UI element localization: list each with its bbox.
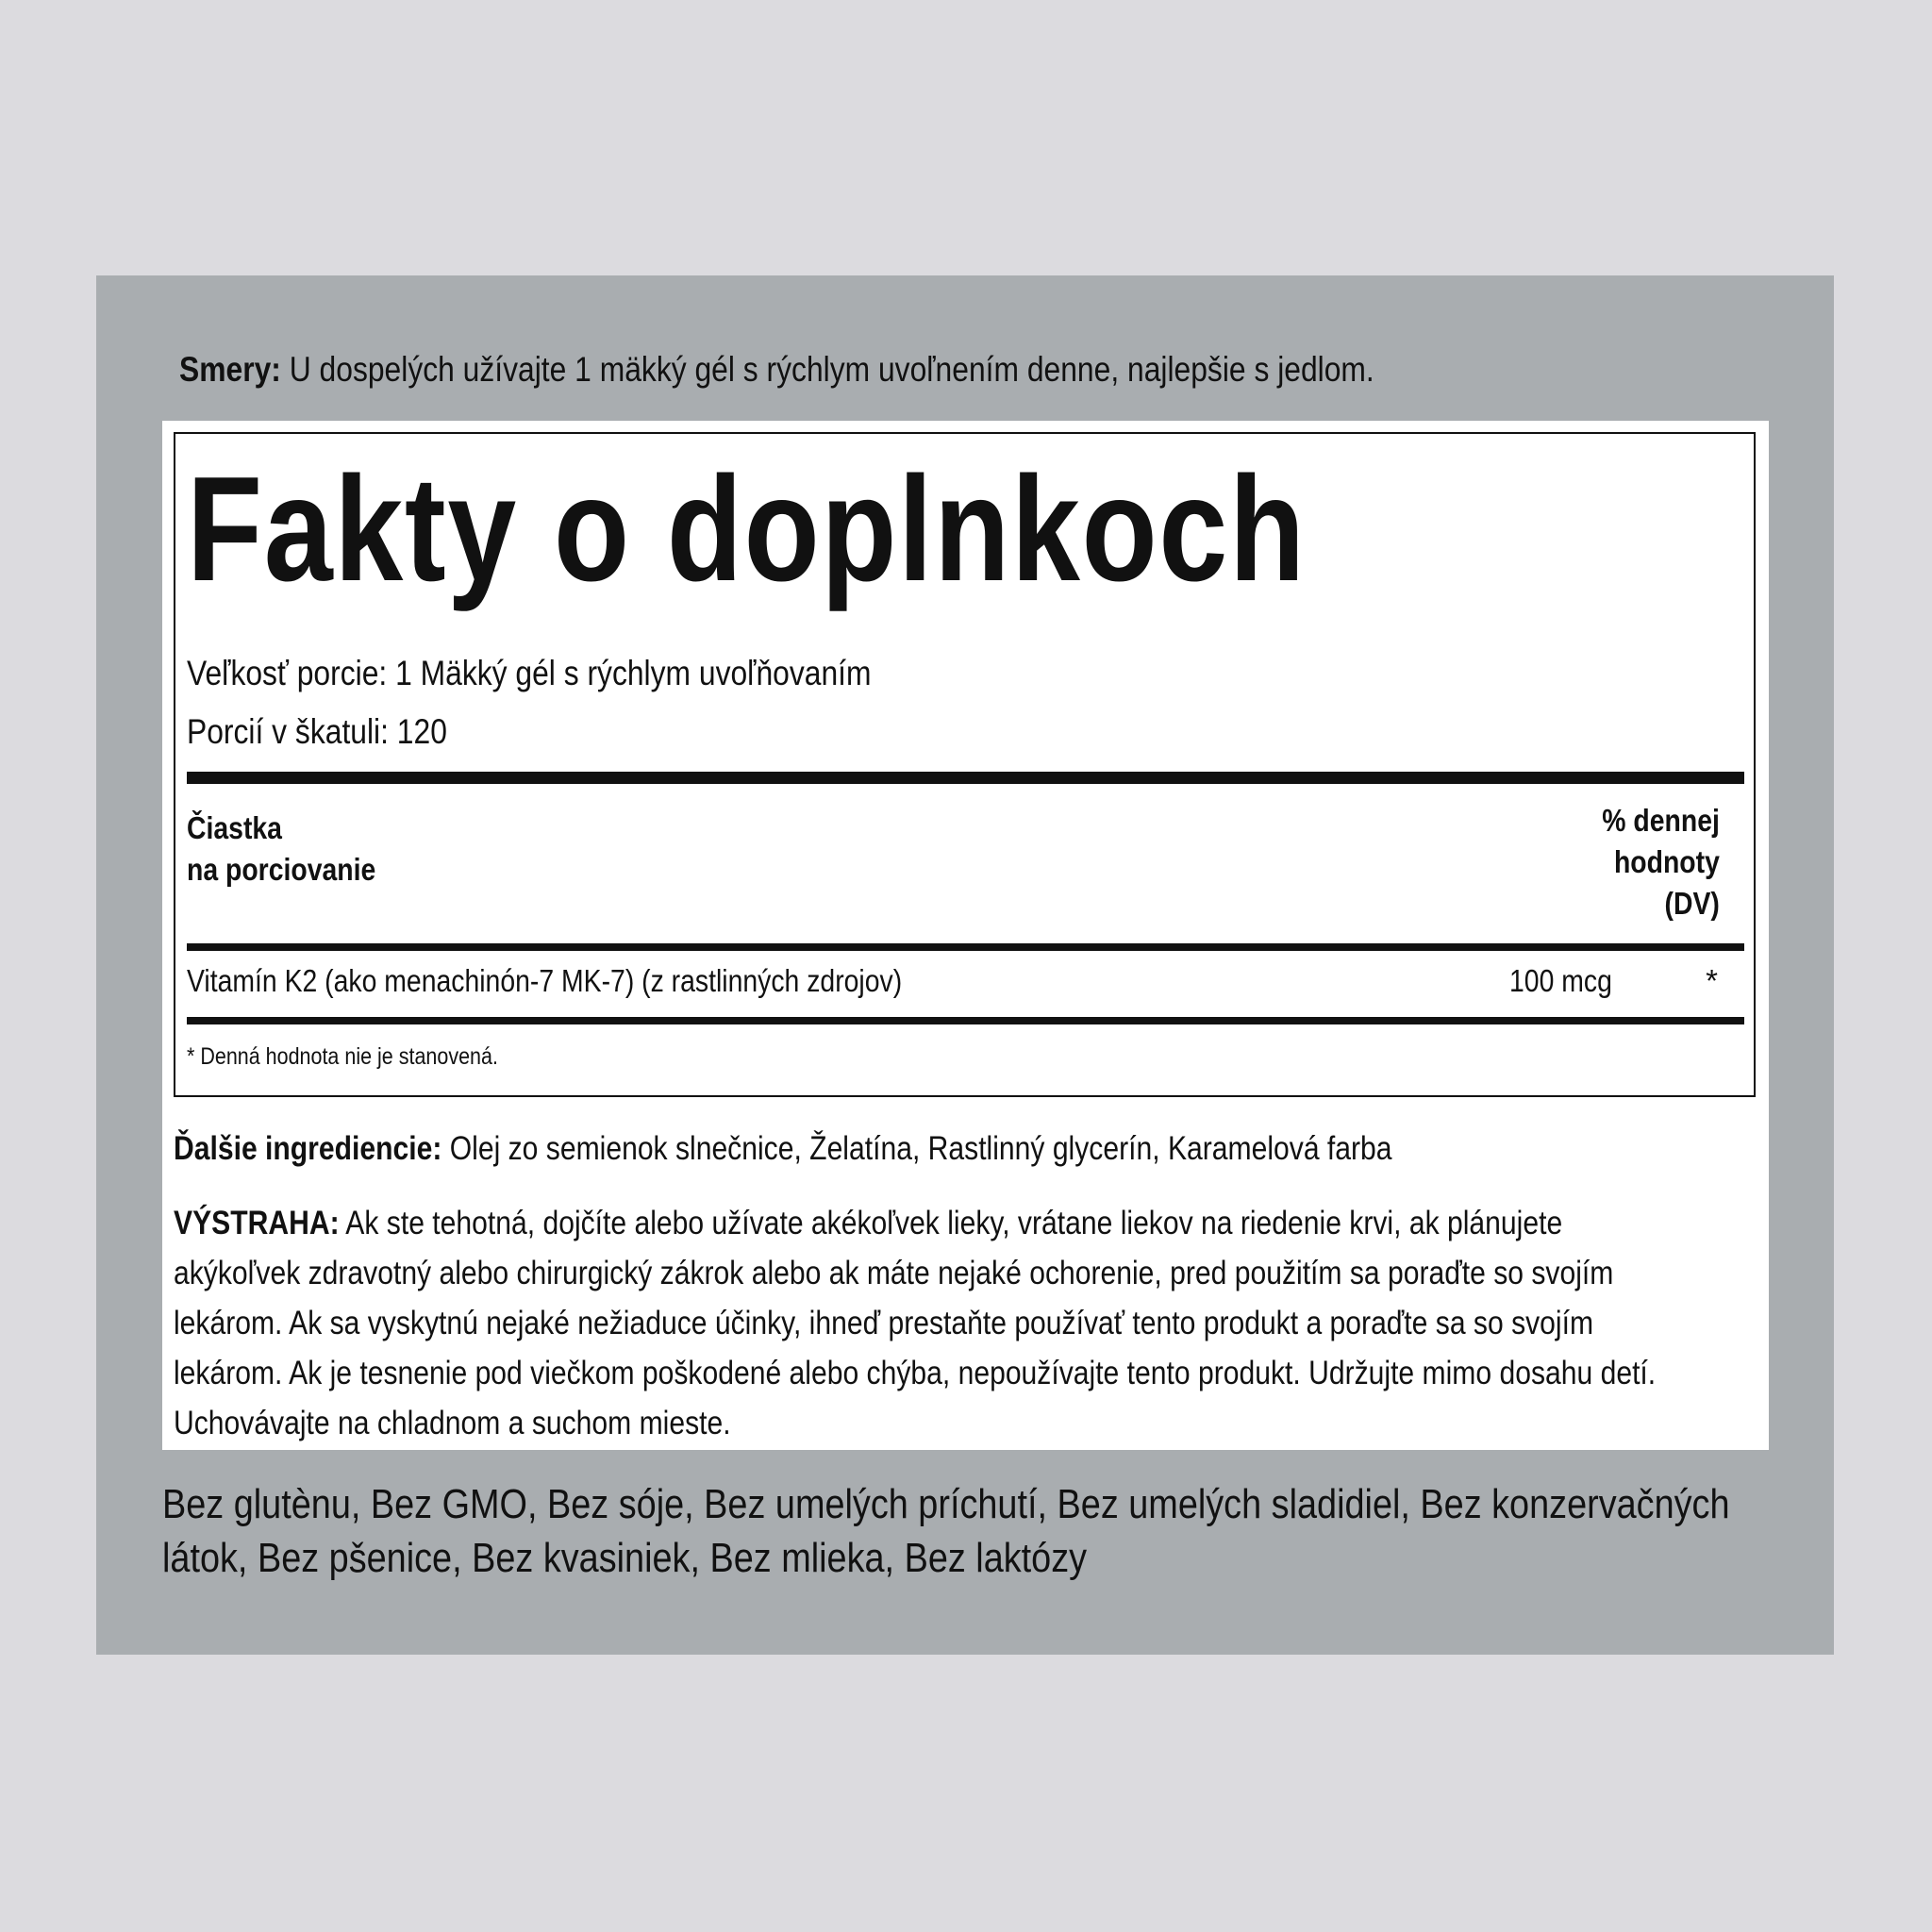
directions-label: Smery: bbox=[179, 350, 281, 389]
daily-value-footnote: * Denná hodnota nie je stanovená. bbox=[187, 1043, 498, 1070]
nutrient-amount: 100 mcg bbox=[1509, 963, 1612, 998]
nutrient-row bbox=[187, 958, 1744, 1004]
warning-label: VÝSTRAHA: bbox=[174, 1205, 340, 1241]
supplement-facts-box bbox=[174, 432, 1756, 1097]
nutrient-daily-value: * bbox=[1706, 963, 1718, 998]
directions-body: U dospelých užívajte 1 mäkký gél s rýchlym uvoľnením denne, najlepšie s jedlom. bbox=[280, 350, 1374, 389]
directions-text bbox=[179, 347, 1574, 392]
supplement-facts-title: Fakty o doplnkoch bbox=[187, 446, 1307, 612]
other-ingredients-label: Ďalšie ingrediencie: bbox=[174, 1130, 442, 1167]
nutrient-name: Vitamín K2 (ako menachinón-7 MK-7) (z rastlinných zdrojov) bbox=[187, 963, 903, 998]
warning-body: Ak ste tehotná, dojčíte alebo užívate akékoľvek lieky, vrátane liekov na riedenie krvi, ak plánujete akýkoľvek zdravotný alebo chirurgický zákrok alebo ak máte nejaké ochorenie, pred použitím sa poraďte so svojím lekárom. Ak sa vyskytnú nejaké nežiaduce účinky, ihneď prestaňte používať tento produkt a poraďte sa so svojím lekárom. Ak je tesnenie pod viečkom poškodené alebo chýba, nepoužívajte tento produkt. Udržujte mimo dosahu detí. Uchovávajte na chladnom a suchom mieste. bbox=[174, 1205, 1657, 1441]
dv-header-line3: (DV) bbox=[1664, 886, 1720, 921]
free-from-list: Bez glutènu, Bez GMO, Bez sóje, Bez umelých príchutí, Bez umelých sladidiel, Bez konzervačných látok, Bez pšenice, Bez kvasiniek, Bez mlieka, Bez laktózy bbox=[162, 1481, 1730, 1581]
servings-per-container: Porcií v škatuli: 120 bbox=[187, 712, 447, 751]
dv-header-line2: hodnoty bbox=[1614, 844, 1720, 879]
warning-text bbox=[174, 1198, 1666, 1448]
amount-header-line1: Čiastka bbox=[187, 810, 282, 845]
amount-header-line2: na porciovanie bbox=[187, 852, 376, 887]
daily-value-header bbox=[1602, 800, 1720, 924]
dv-header-line1: % dennej bbox=[1602, 803, 1720, 838]
medium-divider bbox=[187, 943, 1744, 951]
serving-size: Veľkosť porcie: 1 Mäkký gél s rýchlym uvoľňovaním bbox=[187, 654, 872, 692]
amount-per-serving-header bbox=[187, 808, 375, 891]
bottom-divider bbox=[187, 1017, 1744, 1024]
other-ingredients bbox=[174, 1126, 1392, 1172]
other-ingredients-text: Olej zo semienok slnečnice, Želatína, Rastlinný glycerín, Karamelová farba bbox=[441, 1130, 1392, 1167]
thick-divider bbox=[187, 772, 1744, 784]
